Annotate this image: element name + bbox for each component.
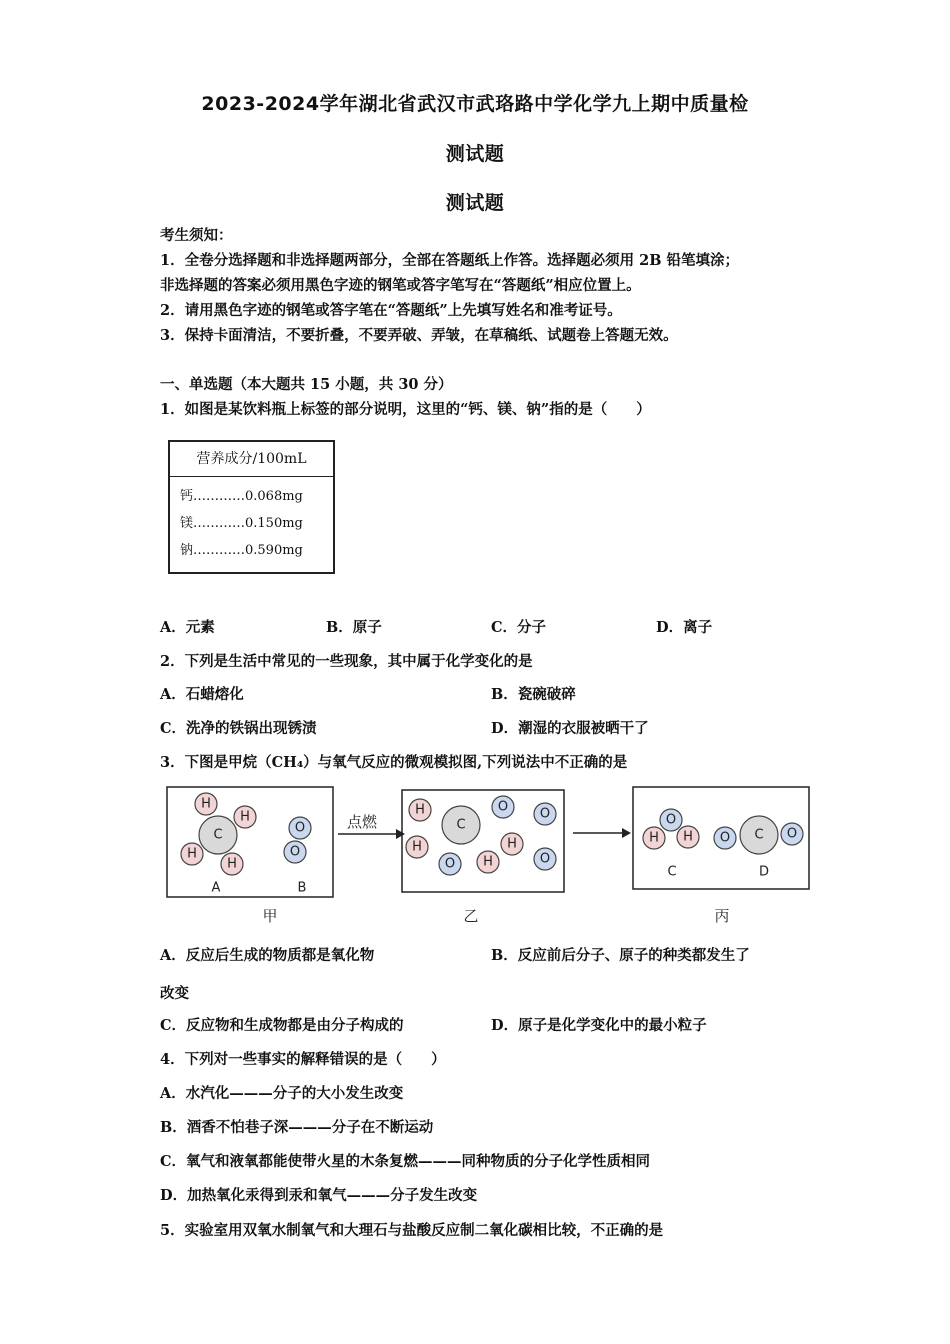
atom-label: C (213, 827, 223, 843)
atom-label: H (415, 802, 425, 818)
notice-item-3: 3．保持卡面清洁，不要折叠，不要弄破、弄皱，在草稿纸、试题卷上答题无效。 (160, 327, 678, 344)
atom-label: O (289, 844, 301, 860)
nutrition-label (168, 440, 335, 574)
species-label-d: D (758, 864, 770, 880)
notice-item-1a: 1．全卷分选择题和非选择题两部分，全部在答题纸上作答。选择题必须用 2B 铅笔填涂； (160, 252, 740, 269)
atom-label: H (240, 809, 250, 825)
arrow-product-head (622, 828, 631, 838)
species-label-c: C (667, 864, 677, 880)
panel-caption-jia: 甲 (262, 907, 278, 925)
q2-option-c[interactable]: C．洗净的铁锅出现锈渍 (160, 720, 317, 737)
atom-label: H (227, 856, 237, 872)
question-5-stem: 5．实验室用双氧水制氧气和大理石与盐酸反应制二氧化碳相比较，不正确的是 (160, 1222, 664, 1239)
atom-label: C (456, 817, 466, 833)
species-label-a: A (211, 880, 221, 896)
atom-label: H (483, 854, 493, 870)
question-1-stem: 1．如图是某饮料瓶上标签的部分说明，这里的“钙、镁、钠”指的是（ ） (160, 401, 651, 418)
atom-label: H (649, 830, 659, 846)
atom-label: O (444, 856, 456, 872)
section-heading: 一、单选题（本大题共 15 小题，共 30 分） (160, 376, 453, 393)
panel-caption-bing: 丙 (714, 907, 730, 925)
q4-option-d[interactable]: D．加热氧化汞得到汞和氧气———分子发生改变 (160, 1187, 478, 1204)
panel-jia-box (167, 787, 333, 897)
atom-label: C (754, 827, 764, 843)
question-2-stem: 2．下列是生活中常见的一些现象，其中属于化学变化的是 (160, 653, 533, 670)
notice-item-1b: 非选择题的答案必须用黑色字迹的钢笔或答字笔写在“答题纸”相应位置上。 (160, 277, 641, 294)
atom-label: H (201, 796, 211, 812)
q1-option-c[interactable]: C．分子 (491, 619, 547, 636)
atom-label: O (786, 826, 798, 842)
exam-title-line1: 2023-2024学年湖北省武汉市武珞路中学化学九上期中质量检 (201, 93, 749, 115)
atom-label: H (683, 829, 693, 845)
q2-option-a[interactable]: A．石蜡熔化 (160, 686, 244, 703)
exam-title-line2: 测试题 (445, 143, 505, 165)
arrow-ignite-head (396, 829, 405, 839)
arrow-label-ignite: 点燃 (346, 813, 378, 831)
reaction-diagram (160, 782, 820, 932)
question-3-stem: 3．下图是甲烷（CH₄）与氧气反应的微观模拟图,下列说法中不正确的是 (160, 754, 628, 771)
q4-option-b[interactable]: B．酒香不怕巷子深———分子在不断运动 (160, 1119, 434, 1136)
q3-option-b[interactable]: B．反应前后分子、原子的种类都发生了 (491, 947, 750, 964)
atom-label: H (507, 836, 517, 852)
q3-option-b-cont: 改变 (160, 985, 189, 1002)
atom-label: O (539, 851, 551, 867)
atom-label: O (497, 799, 509, 815)
panel-caption-yi: 乙 (463, 907, 479, 925)
atom-label: O (665, 812, 677, 828)
q1-option-a[interactable]: A．元素 (160, 619, 215, 636)
atom-label: H (187, 846, 197, 862)
nutrition-row-calcium: 钙…………0.068mg (180, 489, 303, 504)
species-label-b: B (297, 880, 307, 896)
q2-option-d[interactable]: D．潮湿的衣服被晒干了 (491, 720, 649, 737)
atom-label: O (719, 830, 731, 846)
notice-heading: 考生须知： (160, 227, 233, 244)
q3-option-c[interactable]: C．反应物和生成物都是由分子构成的 (160, 1017, 404, 1034)
q2-option-b[interactable]: B．瓷碗破碎 (491, 686, 576, 703)
q3-option-a[interactable]: A．反应后生成的物质都是氧化物 (160, 947, 375, 964)
exam-title-line3: 测试题 (445, 192, 505, 214)
question-4-stem: 4．下列对一些事实的解释错误的是（ ） (160, 1051, 446, 1068)
q1-option-b[interactable]: B．原子 (326, 619, 382, 636)
atom-label: O (294, 820, 306, 836)
q1-option-d[interactable]: D．离子 (656, 619, 713, 636)
nutrition-row-magnesium: 镁…………0.150mg (180, 516, 303, 531)
atom-label: H (412, 839, 422, 855)
atom-label: O (539, 806, 551, 822)
notice-item-2: 2．请用黑色字迹的钢笔或答字笔在“答题纸”上先填写姓名和准考证号。 (160, 302, 622, 319)
nutrition-label-header: 营养成分/100mL (170, 442, 333, 477)
nutrition-row-sodium: 钠…………0.590mg (180, 543, 303, 558)
q4-option-c[interactable]: C．氧气和液氧都能使带火星的木条复燃———同种物质的分子化学性质相同 (160, 1153, 651, 1170)
q3-option-d[interactable]: D．原子是化学变化中的最小粒子 (491, 1017, 707, 1034)
q4-option-a[interactable]: A．水汽化———分子的大小发生改变 (160, 1085, 404, 1102)
